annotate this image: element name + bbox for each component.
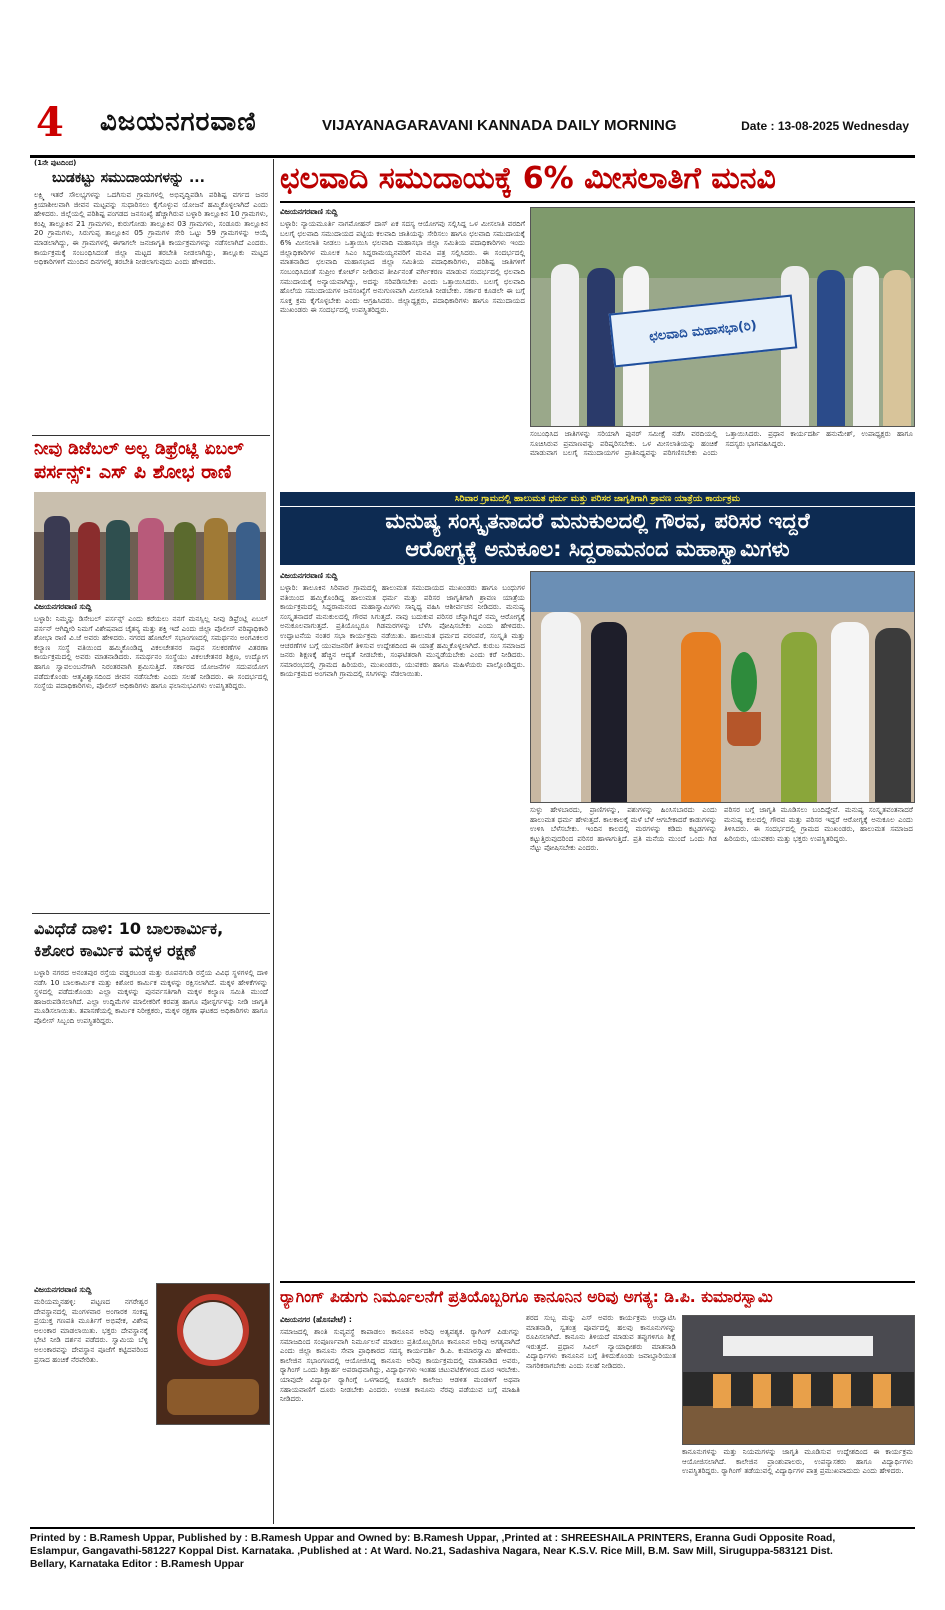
banner-text: ಛಲವಾದಿ ಮಹಾಸಭಾ(ರಿ) — [648, 317, 758, 345]
story-child-labour-raid — [34, 918, 268, 1268]
article-body: ಬಳ್ಳಾರಿ ನಗರದ ಅನಂತಪುರ ರಸ್ತೆಯ ವಡ್ಡರಬಂಡ ಮತ್ತು ರೂಪನಗುಡಿ ರಸ್ತೆಯ ವಿವಿಧ ಸ್ಥಳಗಳಲ್ಲಿ ದಾಳಿ ನಡೆಸಿ 10 ಬಾಲಕಾರ್ಮಿಕ ಮತ್ತು ಕಿಶೋರ ಕಾರ್ಮಿಕ ಮಕ್ಕಳನ್ನು ರಕ್ಷಿಸಲಾಗಿದೆ. ಮಕ್ಕಳ ಹೇಳಿಕೆಗಳನ್ನು ಸ್ಥಳದಲ್ಲಿ ಪಡೆದುಕೊಂಡು ಎಲ್ಲಾ ಮಕ್ಕಳನ್ನು ಪುನರ್ವಸತಿಗಾಗಿ ಮಕ್ಕಳ ಕಲ್ಯಾಣ ಸಮಿತಿ ಮುಂದೆ ಹಾಜರುಪಡಿಸಲಾಗಿದೆ. ಎಲ್ಲಾ ಉದ್ದಿಮೆಗಳ ಮಾಲೀಕರಿಗೆ ಕರಪತ್ರ ಹಾಗೂ ಪೋಸ್ಟರ್ಗಳನ್ನು ನೀಡಿ ಜಾಗೃತಿ ಮೂಡಿಸಲಾಯಿತು. ತಪಾಸಣೆಯಲ್ಲಿ ಕಾರ್ಮಿಕ ನಿರೀಕ್ಷಕರು, ಮಕ್ಕಳ ರಕ್ಷಣಾ ಘಟಕದ ಅಧಿಕಾರಿಗಳು ಹಾಗೂ ಪೊಲೀಸ್ ಸಿಬ್ಬಂದಿ ಉಪಸ್ಥಿತರಿದ್ದರು. — [34, 968, 268, 1025]
ragging-story-continued-1 — [526, 1313, 676, 1525]
story-kicker-bar — [280, 492, 915, 506]
newspaper-page — [30, 95, 915, 1580]
headline-line-1: ಮನುಷ್ಯ ಸಂಸ್ಕೃತನಾದರೆ ಮನುಕುಲದಲ್ಲಿ ಗೌರವ, ಪರಿಸರ ಇದ್ದರೆ — [385, 509, 810, 533]
column-divider — [273, 159, 274, 1524]
article-body-continued: ಸಂಬಂಧಿಸಿದ ಜಾತಿಗಳನ್ನು ಸರಿಯಾಗಿ ಪುನರ್ ಸಮೀಕ್ಷೆ ನಡೆಸಿ ವರದಿಯಲ್ಲಿ ಸೂಚಿಸಿರುವ ಪ್ರಮಾಣವನ್ನು ಪರಿಷ್ಕರಿಸಬೇಕು. ಒಳ ಮೀಸಲಾತಿಯನ್ನು ಹಂಚಿಕೆ ಮಾಡುವಾಗ ಬಲಗೈ ಸಮುದಾಯಗಳ ಪ್ರಾತಿನಿಧ್ಯವನ್ನು ಪರಿಗಣಿಸಬೇಕು ಎಂದು ಒತ್ತಾಯಿಸಿದರು. ಪ್ರಧಾನ ಕಾರ್ಯದರ್ಶಿ ಹನುಮೇಶ್, ಉಪಾಧ್ಯಕ್ಷರು ಹಾಗೂ ಸದಸ್ಯರು ಭಾಗವಹಿಸಿದ್ದರು. — [530, 429, 913, 458]
issue-date: Date : 13-08-2025 Wednesday — [741, 119, 909, 133]
lead-story-continued — [530, 429, 913, 487]
byline: ವಿಜಯನಗರ (ಹೊಸಪೇಟೆ) : — [280, 1315, 352, 1324]
divider — [32, 435, 270, 436]
article-body: ಬಳ್ಳಾರಿ: ನಿಮ್ಮನ್ನು ಡಿಸೇಬಲ್ ಪರ್ಸನ್ಸ್ ಎಂದು ಕರೆಯಲು ನನಗೆ ಮನಸ್ಸಿಲ್ಲ ನೀವು ಡಿಫ್ರೆಂಟ್ಲಿ ಏಬಲ್ ಪರ್ಸನ್ ಆಗಿದ್ದೀರಿ ನಿಮಗೆ ವಿಶೇಷವಾದ ಚೈತನ್ಯ ಮತ್ತು ಶಕ್ತಿ ಇದೆ ಎಂದು ಜಿಲ್ಲಾ ಪೊಲೀಸ್ ವರಿಷ್ಠಾಧಿಕಾರಿ ಶೋಭಾ ರಾಣಿ ವಿ.ಜೆ ಅವರು ಹೇಳಿದರು. ನಗರದ ಹೋಟೆಲ್ ಸಭಾಂಗಣದಲ್ಲಿ ಸಮರ್ಥನಂ ಅಂಗವಿಕಲರ ಕಲ್ಯಾಣ ಸಂಸ್ಥೆ ವತಿಯಿಂದ ಹಮ್ಮಿಕೊಂಡಿದ್ದ ವಿಕಲಚೇತನರ ಸಾಧನ ಸಲಕರಣೆಗಳ ವಿತರಣಾ ಕಾರ್ಯಕ್ರಮದಲ್ಲಿ ಅವರು ಮಾತನಾಡಿದರು. ಸಮರ್ಥನಂ ಸಂಸ್ಥೆಯು ವಿಕಲಚೇತನರ ಶಿಕ್ಷಣ, ಉದ್ಯೋಗ ಹಾಗೂ ಸ್ವಾವಲಂಬನೆಗಾಗಿ ನಿರಂತರವಾಗಿ ಶ್ರಮಿಸುತ್ತಿದೆ. ಸರ್ಕಾರದ ಯೋಜನೆಗಳ ಸದುಪಯೋಗ ಪಡೆದುಕೊಂಡು ಆತ್ಮವಿಶ್ವಾಸದಿಂದ ಜೀವನ ನಡೆಸಬೇಕು ಎಂದು ಸಲಹೆ ನೀಡಿದರು. ಈ ಸಂದರ್ಭದಲ್ಲಿ ಸಂಸ್ಥೆಯ ಪದಾಧಿಕಾರಿಗಳು, ಪೊಲೀಸ್ ಅಧಿಕಾರಿಗಳು ಹಾಗೂ ಫಲಾನುಭವಿಗಳು ಉಪಸ್ಥಿತರಿದ್ದರು. — [34, 614, 268, 691]
article-body-continued: ಕಾನೂನುಗಳನ್ನು ಮತ್ತು ನಿಯಮಗಳನ್ನು ಜಾಗೃತಿ ಮೂಡಿಸುವ ಉದ್ದೇಶದಿಂದ ಈ ಕಾರ್ಯಕ್ರಮ ಆಯೋಜಿಸಲಾಗಿದೆ. ಕಾಲೇಜಿನ ಪ್ರಾಂಶುಪಾಲರು, ಉಪನ್ಯಾಸಕರು ಹಾಗೂ ವಿದ್ಯಾರ್ಥಿಗಳು ಉಪಸ್ಥಿತರಿದ್ದರು. ರ‍್ಯಾಗಿಂಗ್ ತಡೆಯುವಲ್ಲಿ ವಿದ್ಯಾರ್ಥಿಗಳ ಪಾತ್ರ ಪ್ರಮುಖವಾದುದು ಎಂದು ಹೇಳಿದರು. — [682, 1447, 913, 1476]
article-body: ಬಳ್ಳಾರಿ: ನ್ಯಾಯಮೂರ್ತಿ ನಾಗಮೋಹನ್ ದಾಸ್ ಏಕ ಸದಸ್ಯ ಆಯೋಗವು ಸಲ್ಲಿಸಿದ್ದ ಒಳ ಮೀಸಲಾತಿ ವರದಿಗೆ ಬಲಗೈ ಛಲವಾದಿ ಸಮುದಾಯದ ಪಟ್ಟಿಯ ಕಲವಾದಿ ಜಾತಿಯನ್ನು ಸೇರಿಸಲು ಹಾಗೂ ಛಲವಾದಿ ಸಮುದಾಯಕ್ಕೆ 6% ಮೀಸಲಾತಿ ನೀಡಲು ಒತ್ತಾಯಿಸಿ ಛಲವಾದಿ ಮಹಾಸಭಾ ಜಿಲ್ಲಾ ಸಮಿತಿಯ ಪದಾಧಿಕಾರಿಗಳು ಇಂದು ಜಿಲ್ಲಾಧಿಕಾರಿಗಳ ಮೂಲಕ ಸಿಎಂ ಸಿದ್ದರಾಮಯ್ಯನವರಿಗೆ ಮನವಿ ಪತ್ರ ಸಲ್ಲಿಸಿದರು. ಈ ಸಂದರ್ಭದಲ್ಲಿ ಮಾತನಾಡಿದ ಛಲವಾದಿ ಮಹಾಸಭಾದ ಜಿಲ್ಲಾ ಸಮಿತಿಯ ಪದಾಧಿಕಾರಿಗಳು, ಪರಿಶಿಷ್ಟ ಜಾತಿಗಳಿಗೆ ಸಂಬಂಧಿಸಿದಂತೆ ಸುಪ್ರೀಂ ಕೋರ್ಟ್ ನೀಡಿರುವ ತೀರ್ಪಿನಂತೆ ವರ್ಗೀಕರಣ ಮಾಡುವ ಸಂದರ್ಭದಲ್ಲಿ ಛಲವಾದಿ ಸಮುದಾಯಕ್ಕೆ ಅನ್ಯಾಯವಾಗಿದ್ದು, ಅದನ್ನು ಸರಿಪಡಿಸಬೇಕು ಎಂದು ಒತ್ತಾಯಿಸಿದರು. ಬಲಗೈ ಛಲವಾದಿ ಹೊಲೆಯ ಸಮುದಾಯಗಳ ಜನಸಂಖ್ಯೆಗೆ ಅನುಗುಣವಾಗಿ ಮೀಸಲಾತಿ ನೀಡಬೇಕು. ಸರ್ಕಾರ ಕೂಡಲೇ ಈ ಬಗ್ಗೆ ಸೂಕ್ತ ಕ್ರಮ ಕೈಗೊಳ್ಳಬೇಕು ಎಂದು ಆಗ್ರಹಿಸಿದರು. ಜಿಲ್ಲಾಧ್ಯಕ್ಷರು, ಪದಾಧಿಕಾರಿಗಳು ಹಾಗೂ ಸಮುದಾಯದ ಮುಖಂಡರು ಈ ಸಂದರ್ಭದಲ್ಲಿ ಉಪಸ್ಥಿತರಿದ್ದರು. — [280, 219, 525, 315]
article-body: ಸಮಾಜದಲ್ಲಿ ಶಾಂತಿ ಸುವ್ಯವಸ್ಥೆ ಕಾಪಾಡಲು ಕಾನೂನಿನ ಅರಿವು ಅತ್ಯವಶ್ಯಕ. ರ‍್ಯಾಗಿಂಗ್ ಪಿಡುಗನ್ನು ಸಮಾಜದಿಂದ ಸಂಪೂರ್ಣವಾಗಿ ನಿರ್ಮೂಲನೆ ಮಾಡಲು ಪ್ರತಿಯೊಬ್ಬರಿಗೂ ಕಾನೂನಿನ ಅರಿವು ಅಗತ್ಯವಾಗಿದೆ ಎಂದು ಜಿಲ್ಲಾ ಕಾನೂನು ಸೇವಾ ಪ್ರಾಧಿಕಾರದ ಸದಸ್ಯ ಕಾರ್ಯದರ್ಶಿ ಡಿ.ಪಿ. ಕುಮಾರಸ್ವಾಮಿ ಹೇಳಿದರು. ಕಾಲೇಜಿನ ಸಭಾಂಗಣದಲ್ಲಿ ಆಯೋಜಿಸಿದ್ದ ಕಾನೂನು ಅರಿವು ಕಾರ್ಯಕ್ರಮದಲ್ಲಿ ಮಾತನಾಡಿದ ಅವರು, ರ‍್ಯಾಗಿಂಗ್ ಒಂದು ಶಿಕ್ಷಾರ್ಹ ಅಪರಾಧವಾಗಿದ್ದು, ವಿದ್ಯಾರ್ಥಿಗಳು ಇಂತಹ ಚಟುವಟಿಕೆಗಳಿಂದ ದೂರ ಇರಬೇಕು. ಯಾವುದೇ ವಿದ್ಯಾರ್ಥಿ ರ‍್ಯಾಗಿಂಗ್ಗೆ ಒಳಗಾದಲ್ಲಿ ಕೂಡಲೇ ಕಾಲೇಜು ಆಡಳಿತ ಮಂಡಳಿಗೆ ಅಥವಾ ಸಹಾಯವಾಣಿಗೆ ದೂರು ನೀಡಬೇಕು ಎಂದರು. ಉಚಿತ ಕಾನೂನು ನೆರವು ಪಡೆಯುವ ಬಗ್ಗೆ ಮಾಹಿತಿ ನೀಡಿದರು. — [280, 1327, 520, 1404]
article-body: ಮರಿಯಮ್ಮನಹಳ್ಳಿ: ಪಟ್ಟಣದ ನಗರೇಶ್ವರ ದೇವಸ್ಥಾನದಲ್ಲಿ ಮಂಗಳವಾರ ಅಂಗಾರಕ ಸಂಕಷ್ಟ ಪ್ರಯುಕ್ತ ಗಣಪತಿ ಮೂರ್ತಿಗೆ ಅಭಿಷೇಕ, ವಿಶೇಷ ಅಲಂಕಾರ ಮಾಡಲಾಯಿತು. ಭಕ್ತರು ದೇವಸ್ಥಾನಕ್ಕೆ ಭೇಟಿ ನೀಡಿ ದರ್ಶನ ಪಡೆದರು. ಸ್ವಾಮಿಯ ಬೆಳ್ಳಿ ಅಲಂಕಾರವನ್ನು ದೇವಸ್ಥಾನ ಪೂಜೆಗೆ ಕಟ್ಟಿದವರಿಂದ ಪ್ರಸಾದ ಹಂಚಿಕೆ ನೆರವೇರಿತು. — [34, 1297, 148, 1364]
imprint-footer — [30, 1527, 915, 1571]
ragging-story-continued-2 — [682, 1447, 913, 1525]
ragging-headline-box — [280, 1285, 915, 1309]
imprint-line-1: Printed by : B.Ramesh Uppar, Published by : B.Ramesh Uppar and Owned by: B.Ramesh Uppar, ,Printed at : SHREESHAILA PRINTERS, Eranna Gudi Opposite Road, — [30, 1533, 836, 1544]
headline: ಬುಡಕಟ್ಟು ಸಮುದಾಯಗಳನ್ನು ... — [52, 170, 205, 186]
masthead — [30, 95, 915, 158]
headline: ರ‍್ಯಾಗಿಂಗ್ ಪಿಡುಗು ನಿರ್ಮೂಲನೆಗೆ ಪ್ರತಿಯೊಬ್ಬರಿಗೂ ಕಾನೂನಿನ ಅರಿವು ಅಗತ್ಯ: ಡಿ.ಪಿ. ಕುಮಾರಸ್ವಾಮಿ — [280, 1288, 773, 1306]
kicker: ಸಿರಿವಾರ ಗ್ರಾಮದಲ್ಲಿ ಹಾಲುಮತ ಧರ್ಮ ಮತ್ತು ಪರಿಸರ ಜಾಗೃತಿಗಾಗಿ ಶ್ರಾವಣ ಯಾತ್ರೆಯ ಕಾರ್ಯಕ್ರಮ — [454, 494, 741, 504]
photo-felicitation — [34, 492, 266, 600]
divider — [280, 1281, 915, 1283]
paper-title-english: VIJAYANAGARAVANI KANNADA DAILY MORNING — [322, 117, 677, 134]
photo-memorandum-protest — [530, 207, 915, 427]
continued-tag: (1ನೇ ಪುಟದಿಂದ) — [34, 159, 77, 167]
photo-ganapati-idol — [156, 1283, 270, 1425]
headline-line-2: ಆರೋಗ್ಯಕ್ಕೆ ಅನುಕೂಲ: ಸಿದ್ದರಾಮನಂದ ಮಹಾಸ್ವಾಮಿಗಳು — [405, 537, 790, 561]
imprint-line-3: Bellary, Karnataka Editor : B.Ramesh Uppar — [30, 1559, 244, 1570]
byline: ವಿಜಯನಗರವಾಣಿ ಸುದ್ದಿ — [34, 1285, 92, 1294]
headline-line-2: ಕಿಶೋರ ಕಾರ್ಮಿಕ ಮಕ್ಕಳ ರಕ್ಷಣೆ — [34, 941, 196, 960]
photo-sapling-planting — [530, 571, 915, 803]
lead-headline: ಛಲವಾದಿ ಸಮುದಾಯಕ್ಕೆ 6% ಮೀಸಲಾತಿಗೆ ಮನವಿ — [280, 161, 776, 196]
swamiji-story-continued-1 — [530, 805, 717, 1277]
story-differently-abled — [34, 438, 268, 908]
story-temple-pooja — [34, 1283, 148, 1515]
article-body-continued: ಶರದ ಸುಬ್ಬ ಮನ್ನು ಎಸ್ ಅವರು ಕಾರ್ಯಕ್ರಮ ಉದ್ಘಾಟಿಸಿ ಮಾತನಾಡಿ, ಸ್ವತಂತ್ರ ಪೂರ್ವದಲ್ಲಿ ಹಲವು ಕಾನೂನುಗಳನ್ನು ರೂಪಿಸಲಾಗಿದೆ. ಕಾನೂನು ತಿಳಿಯದೆ ಮಾಡುವ ತಪ್ಪುಗಳಿಗೂ ಶಿಕ್ಷೆ ಇರುತ್ತದೆ. ಪ್ರಧಾನ ಸಿವಿಲ್ ನ್ಯಾಯಾಧೀಶರು ಮಾತನಾಡಿ ವಿದ್ಯಾರ್ಥಿಗಳು ಕಾನೂನಿನ ಬಗ್ಗೆ ತಿಳಿದುಕೊಂಡು ಜವಾಬ್ದಾರಿಯುತ ನಾಗರಿಕರಾಗಬೇಕು ಎಂದು ಸಲಹೆ ನೀಡಿದರು. — [526, 1313, 676, 1370]
headline-line-1: ನೀವು ಡಿಜೆಬಲ್ ಅಲ್ಲ ಡಿಫ್ರೆಂಟ್ಲಿ ಏಬಲ್ — [34, 439, 244, 459]
byline: ವಿಜಯನಗರವಾಣಿ ಸುದ್ದಿ — [280, 571, 338, 580]
ragging-story-body — [280, 1313, 520, 1525]
divider — [32, 913, 270, 914]
headline-line-2: ಪರ್ಸನ್ಸ್: ಎಸ್ ಪಿ ಶೋಭ ರಾಣಿ — [34, 461, 232, 483]
page-number: 4 — [36, 99, 64, 146]
story-tribal-communities — [34, 159, 268, 434]
lead-story-body — [280, 205, 525, 490]
lead-headline-box — [280, 159, 915, 203]
photo-legal-awareness-stage — [682, 1315, 915, 1445]
story-headline-bar — [280, 507, 915, 565]
swamiji-story-body — [280, 569, 525, 1279]
paper-title-kannada: ವಿಜಯನಗರವಾಣಿ — [100, 107, 257, 137]
imprint-line-2: Eslampur, Gangavathi-581227 Koppal Dist. Karnataka. ,Published at : At Ward. No.21, Sadashiva Nagara, Near K.S.V. Rice Mill, B.M. Saw Mill, Siruguppa-583121 Dist. — [30, 1546, 833, 1557]
headline-line-1: ವಿವಿಧೆಡೆ ದಾಳಿ: 10 ಬಾಲಕಾರ್ಮಿಕ, — [34, 919, 224, 938]
byline: ವಿಜಯನಗರವಾಣಿ ಸುದ್ದಿ — [34, 602, 92, 611]
article-body: ಬಳ್ಳಾರಿ: ತಾಲೂಕಿನ ಸಿರಿವಾರ ಗ್ರಾಮದಲ್ಲಿ ಹಾಲುಮತ ಸಮುದಾಯದ ಮುಖಂಡರು ಹಾಗೂ ಬಂಧುಗಳ ವತಿಯಿಂದ ಹಮ್ಮಿಕೊಂಡಿದ್ದ ಹಾಲುಮತ ಧರ್ಮ ಮತ್ತು ಪರಿಸರ ಜಾಗೃತಿಗಾಗಿ ಶ್ರಾವಣ ಯಾತ್ರೆಯ ಕಾರ್ಯಕ್ರಮದಲ್ಲಿ ಸಿದ್ದರಾಮನಂದ ಮಹಾಸ್ವಾಮಿಗಳು ಸಾನ್ನಿಧ್ಯ ವಹಿಸಿ ಆಶೀರ್ವಚನ ನೀಡಿದರು. ಮನುಷ್ಯ ಸಂಸ್ಕೃತನಾದರೆ ಮನುಕುಲದಲ್ಲಿ ಗೌರವ ಸಿಗುತ್ತದೆ. ನಾವು ಬದುಕುವ ಪರಿಸರ ಚೆನ್ನಾಗಿದ್ದರೆ ನಮ್ಮ ಆರೋಗ್ಯಕ್ಕೆ ಅನುಕೂಲವಾಗುತ್ತದೆ. ಪ್ರತಿಯೊಬ್ಬರೂ ಗಿಡಮರಗಳನ್ನು ಬೆಳೆಸಿ ಪೋಷಿಸಬೇಕು ಎಂದು ಹೇಳಿದರು. ಉದ್ಘಾಟನೆಯ ನಂತರ ಸಭಾ ಕಾರ್ಯಕ್ರಮ ನಡೆಯಿತು. ಹಾಲುಮತ ಧರ್ಮದ ಪರಂಪರೆ, ಸಂಸ್ಕೃತಿ ಮತ್ತು ಆಚರಣೆಗಳ ಬಗ್ಗೆ ಯುವಜನರಿಗೆ ತಿಳಿಸುವ ಉದ್ದೇಶದಿಂದ ಈ ಯಾತ್ರೆ ಹಮ್ಮಿಕೊಳ್ಳಲಾಗಿದೆ. ಕುರುಬ ಸಮಾಜದ ಜನರು ಶಿಕ್ಷಣಕ್ಕೆ ಹೆಚ್ಚಿನ ಆದ್ಯತೆ ನೀಡಬೇಕು, ಸಂಘಟಿತರಾಗಿ ಮುನ್ನಡೆಯಬೇಕು ಎಂದು ಕರೆ ನೀಡಿದರು. ಸಮಾರಂಭದಲ್ಲಿ ಗ್ರಾಮದ ಹಿರಿಯರು, ಮುಖಂಡರು, ಯುವಕರು ಹಾಗೂ ಮಹಿಳೆಯರು ಪಾಲ್ಗೊಂಡಿದ್ದರು. ಕಾರ್ಯಕ್ರಮದ ಅಂಗವಾಗಿ ಗ್ರಾಮದಲ್ಲಿ ಸಸಿಗಳನ್ನು ನೆಡಲಾಯಿತು. — [280, 583, 525, 679]
article-body-continued: ಪರಿಸರ ಬಗ್ಗೆ ಜಾಗೃತಿ ಮೂಡಿಸಲು ಬಂದಿದ್ದೇವೆ. ಮನುಷ್ಯ ಸಂಸ್ಕೃತವಂತನಾದರೆ ಮನುಷ್ಯ ಕುಲದಲ್ಲಿ ಗೌರವ ಮತ್ತು ಪರಿಸರ ಇದ್ದರೆ ಆರೋಗ್ಯಕ್ಕೆ ಅನುಕೂಲ ಎಂದು ತಿಳಿಸಿದರು. ಈ ಸಂದರ್ಭದಲ್ಲಿ ಗ್ರಾಮದ ಮುಖಂಡರು, ಹಾಲುಮತ ಸಮಾಜದ ಹಿರಿಯರು, ಯುವಕರು ಮತ್ತು ಭಕ್ತರು ಉಪಸ್ಥಿತರಿದ್ದರು. — [724, 805, 913, 843]
article-body: ಲಕ್ಷ್ಮಿ ಇತರೆ ಸೌಲಭ್ಯಗಳನ್ನು ಒದಗಿಸುವ ಗ್ರಾಮಗಳಲ್ಲಿ ಅಭಿವೃದ್ಧಿಪಡಿಸಿ ಪರಿಶಿಷ್ಟ ವರ್ಗದ ಜನರ ಕ್ರಿಯಾಶೀಲವಾಗಿ ಜೀವನ ಮಟ್ಟವನ್ನು ಸುಧಾರಿಸಲು ಕೈಗೊಳ್ಳುವ ಯೋಜನೆ ಹಮ್ಮಿಕೊಳ್ಳಲಾಗಿದೆ ಎಂದು ಹೇಳಿದರು. ಜಿಲ್ಲೆಯಲ್ಲಿ ಪರಿಶಿಷ್ಟ ಪಂಗಡದ ಜನಸಂಖ್ಯೆ ಹೆಚ್ಚಾಗಿರುವ ಬಳ್ಳಾರಿ ತಾಲ್ಲೂಕಿನ 10 ಗ್ರಾಮಗಳು, ಕಂಪ್ಲಿ ತಾಲ್ಲೂಕಿನ 21 ಗ್ರಾಮಗಳು, ಕುರುಗೋಡು ತಾಲ್ಲೂಕಿನ 03 ಗ್ರಾಮಗಳು, ಸಂಡೂರು ತಾಲ್ಲೂಕಿನ 20 ಗ್ರಾಮಗಳು, ಸಿರುಗುಪ್ಪ ತಾಲ್ಲೂಕಿನ 05 ಗ್ರಾಮಗಳ ಸೇರಿ ಒಟ್ಟು 59 ಗ್ರಾಮಗಳನ್ನು ಆಯ್ಕೆ ಮಾಡಲಾಗಿದ್ದು, ಈ ಗ್ರಾಮಗಳಲ್ಲಿ ಈಗಾಗಲೇ ಜನಜಾಗೃತಿ ಕಾರ್ಯಕ್ರಮಗಳನ್ನು ನಡೆಸಲಾಗಿದೆ ಎಂದರು. ಕಾರ್ಯಕ್ರಮಕ್ಕೆ ಸಂಬಂಧಿಸಿದಂತೆ ಜಿಲ್ಲಾ ಮಟ್ಟದ ತರಬೇತಿ ನೀಡಲಾಗಿದ್ದು, ತಾಲ್ಲೂಕು ಮಟ್ಟದ ಅಧಿಕಾರಿಗಳಿಗೆ ಮುಂದಿನ ದಿನಗಳಲ್ಲಿ ತರಬೇತಿ ನೀಡಲಾಗುವುದು ಎಂದು ಹೇಳಿದರು. — [34, 190, 268, 267]
swamiji-story-continued-2 — [724, 805, 913, 1277]
article-body-continued: ಸುಳ್ಳು ಹೇಳಬಾರದು, ಪ್ರಾಣಿಗಳನ್ನು, ಪಶುಗಳನ್ನು ಹಿಂಸಿಸಬಾರದು ಎಂದು ಹಾಲುಮತ ಧರ್ಮ ಹೇಳುತ್ತದೆ. ಕಾಲಕಾಲಕ್ಕೆ ಮಳೆ ಬೆಳೆ ಆಗಬೇಕಾದರೆ ಕಾಡುಗಳನ್ನು ಉಳಿಸಿ ಬೆಳೆಸಬೇಕು. ಇಂದಿನ ಕಾಲದಲ್ಲಿ ಮರಗಳನ್ನು ಕಡಿದು ಕಟ್ಟಡಗಳನ್ನು ಕಟ್ಟುತ್ತಿರುವುದರಿಂದ ಪರಿಸರ ಹಾಳಾಗುತ್ತಿದೆ. ಪ್ರತಿ ಮನೆಯ ಮುಂದೆ ಒಂದು ಗಿಡ ನೆಟ್ಟು ಪೋಷಿಸಬೇಕು ಎಂದರು. — [530, 805, 717, 853]
byline: ವಿಜಯನಗರವಾಣಿ ಸುದ್ದಿ — [280, 207, 338, 216]
